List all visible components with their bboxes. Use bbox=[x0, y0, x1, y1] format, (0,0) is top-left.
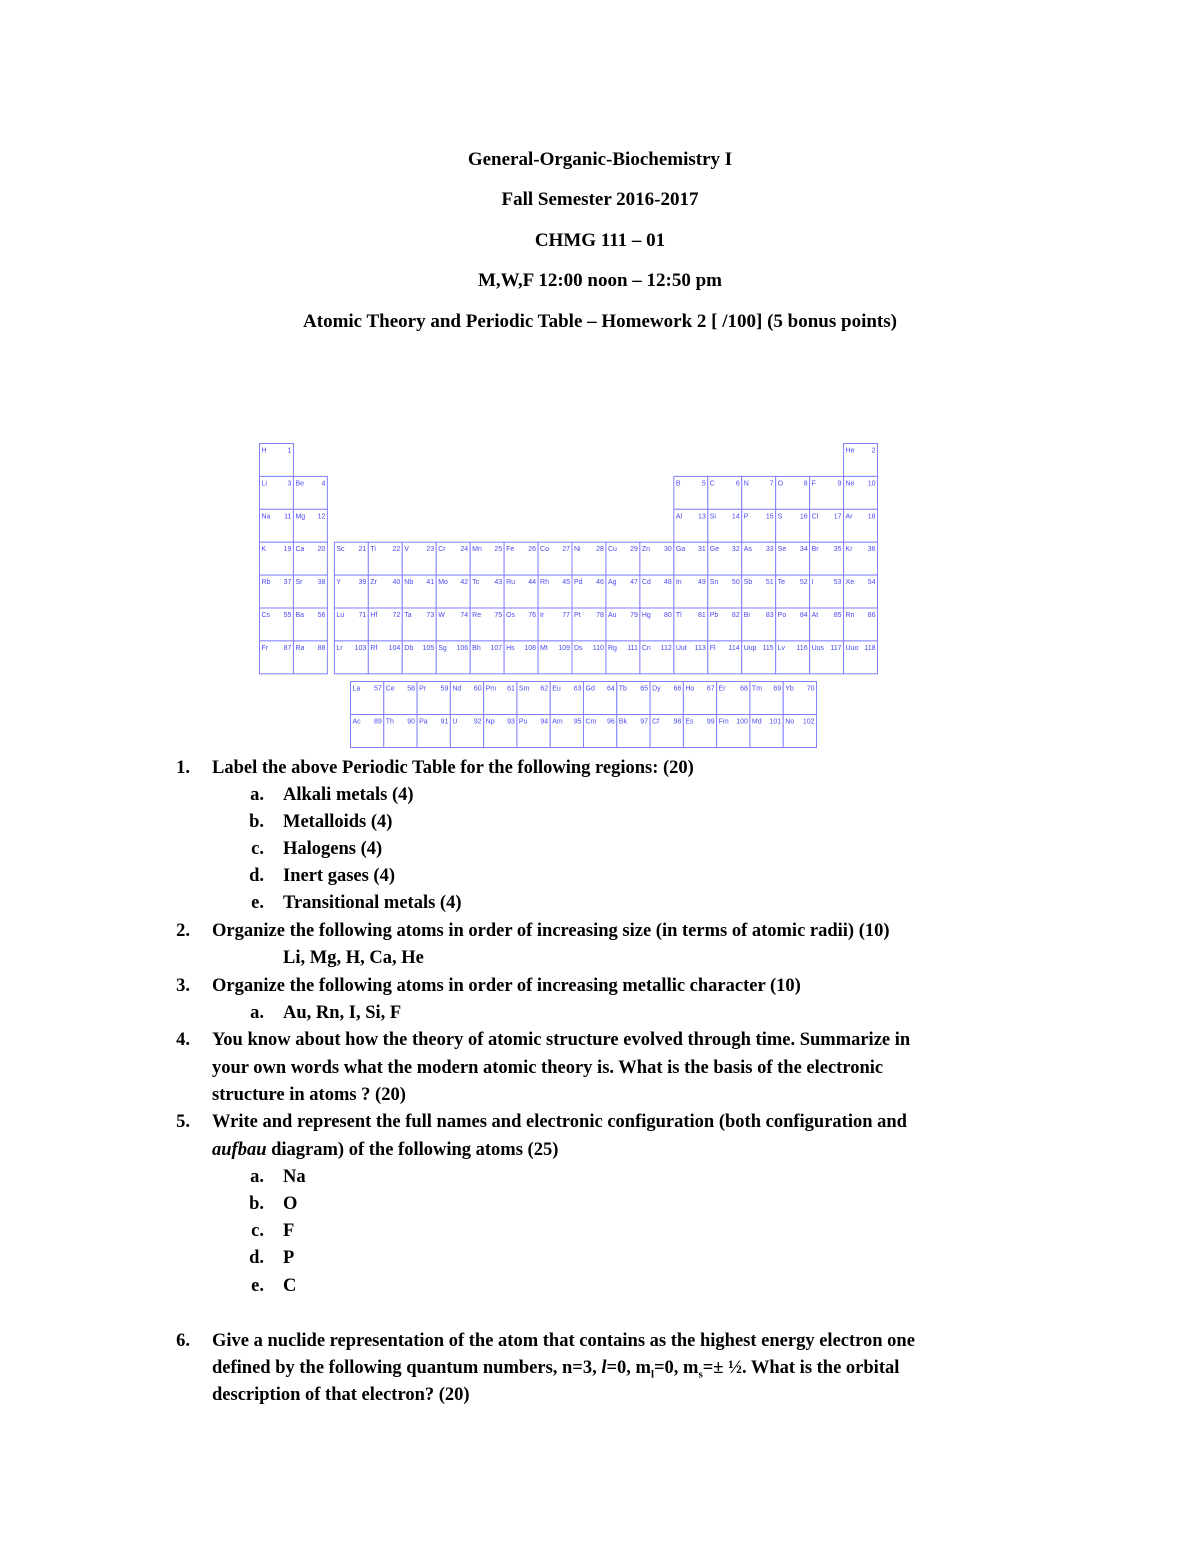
atomic-number: 13 bbox=[697, 513, 706, 521]
atomic-number: 46 bbox=[596, 579, 604, 587]
atomic-number: 76 bbox=[528, 612, 537, 619]
element-symbol: U bbox=[452, 718, 458, 726]
element-symbol: Mt bbox=[540, 644, 548, 652]
atomic-number: 11 bbox=[284, 513, 292, 521]
element-symbol: K bbox=[261, 546, 267, 554]
element-symbol: H bbox=[261, 447, 267, 455]
atomic-number: 51 bbox=[765, 579, 774, 587]
atomic-number: 6 bbox=[735, 480, 740, 488]
atomic-number: 95 bbox=[573, 718, 582, 726]
atomic-number: 29 bbox=[630, 546, 638, 554]
atomic-number: 58 bbox=[407, 685, 416, 693]
question-number: 3. bbox=[176, 976, 190, 996]
element-symbol: No bbox=[785, 718, 795, 726]
element-symbol: P bbox=[743, 513, 749, 521]
element-symbol: Rf bbox=[370, 644, 378, 652]
element-symbol: Ga bbox=[675, 546, 686, 554]
element-symbol: Hf bbox=[370, 612, 378, 619]
italic-term: aufbau bbox=[212, 1140, 267, 1160]
atomic-number: 114 bbox=[728, 644, 740, 652]
atomic-number: 3 bbox=[287, 480, 292, 488]
atomic-number: 43 bbox=[494, 579, 503, 587]
element-symbol: Cm bbox=[585, 718, 597, 726]
atomic-number: 41 bbox=[426, 579, 435, 587]
atomic-number: 23 bbox=[426, 546, 435, 554]
element-symbol: Cs bbox=[261, 612, 271, 619]
question-text: Give a nuclide representation of the atom that contains as the highest energy electron one bbox=[212, 1331, 915, 1351]
question-text: Organize the following atoms in order of increasing size (in terms of atomic radii) (10) bbox=[212, 921, 890, 941]
element-symbol: Br bbox=[811, 546, 819, 554]
atomic-number: 1 bbox=[287, 447, 292, 455]
element-symbol: Cf bbox=[652, 718, 660, 726]
element-symbol: Zr bbox=[370, 579, 377, 587]
semester: Fall Semester 2016-2017 bbox=[501, 189, 699, 211]
element-symbol: Xe bbox=[845, 579, 855, 587]
element-symbol: Cl bbox=[811, 513, 819, 521]
atomic-number: 77 bbox=[562, 612, 570, 619]
atomic-number: 94 bbox=[540, 718, 549, 726]
atomic-number: 24 bbox=[460, 546, 469, 554]
element-symbol: C bbox=[709, 480, 715, 488]
atomic-number: 66 bbox=[673, 685, 682, 693]
atomic-number: 65 bbox=[640, 685, 649, 693]
atomic-number: 32 bbox=[731, 546, 740, 554]
atomic-number: 116 bbox=[796, 644, 808, 652]
element-symbol: Pa bbox=[419, 718, 428, 726]
element-symbol: Ce bbox=[385, 685, 395, 693]
atomic-number: 40 bbox=[392, 579, 401, 587]
element-symbol: Lv bbox=[777, 644, 786, 652]
element-symbol: Kr bbox=[845, 546, 853, 554]
element-symbol: Cn bbox=[641, 644, 651, 652]
atomic-number: 44 bbox=[528, 579, 537, 587]
atomic-number: 5 bbox=[701, 480, 706, 488]
element-symbol: Li bbox=[261, 480, 267, 488]
atomic-number: 63 bbox=[573, 685, 582, 693]
atomic-number: 45 bbox=[562, 579, 570, 587]
question-text: Write and represent the full names and electronic configuration (both configuration and bbox=[212, 1112, 907, 1132]
atomic-number: 27 bbox=[562, 546, 570, 554]
atomic-number: 54 bbox=[867, 579, 876, 587]
question-number: 2. bbox=[176, 921, 190, 941]
atomic-number: 68 bbox=[740, 685, 748, 693]
atomic-number: 105 bbox=[422, 644, 435, 652]
atomic-number: 69 bbox=[773, 685, 782, 693]
atomic-number: 103 bbox=[354, 644, 367, 652]
element-symbol: Te bbox=[777, 579, 786, 587]
atomic-number: 28 bbox=[596, 546, 604, 554]
element-symbol: Ac bbox=[352, 718, 361, 726]
element-symbol: Cd bbox=[641, 579, 651, 587]
element-symbol: Pd bbox=[574, 579, 583, 587]
atomic-number: 75 bbox=[494, 612, 503, 619]
element-symbol: Bh bbox=[472, 644, 481, 652]
atomic-number: 87 bbox=[283, 644, 292, 652]
element-symbol: I bbox=[811, 579, 814, 587]
element-symbol: Se bbox=[777, 546, 787, 554]
element-symbol: Si bbox=[709, 513, 717, 521]
atomic-number: 80 bbox=[664, 612, 672, 619]
atomic-number: 91 bbox=[440, 718, 449, 726]
atomic-number: 34 bbox=[799, 546, 808, 554]
atomic-number: 33 bbox=[765, 546, 774, 554]
atomic-number: 67 bbox=[706, 685, 715, 693]
atomic-number: 97 bbox=[640, 718, 649, 726]
element-symbol: Ta bbox=[404, 612, 412, 619]
element-symbol: Na bbox=[261, 513, 271, 521]
atomic-number: 109 bbox=[558, 644, 570, 652]
element-symbol: Ne bbox=[845, 480, 855, 488]
element-symbol: Be bbox=[295, 480, 305, 488]
atomic-number: 31 bbox=[697, 546, 706, 554]
atomic-number: 81 bbox=[697, 612, 706, 619]
element-symbol: Po bbox=[777, 612, 787, 619]
element-symbol: Yb bbox=[785, 685, 794, 693]
atomic-number: 61 bbox=[507, 685, 515, 693]
atomic-number: 93 bbox=[507, 718, 515, 726]
element-symbol: N bbox=[743, 480, 749, 488]
atomic-number: 25 bbox=[494, 546, 503, 554]
question-number: 4. bbox=[176, 1030, 190, 1050]
atomic-number: 110 bbox=[592, 644, 604, 652]
element-symbol: F bbox=[811, 480, 816, 488]
atomic-number: 100 bbox=[736, 718, 748, 726]
element-symbol: Rb bbox=[261, 579, 271, 587]
atomic-number: 92 bbox=[473, 718, 482, 726]
element-symbol: Pm bbox=[485, 685, 497, 693]
element-symbol: Rg bbox=[607, 644, 617, 652]
element-symbol: Ds bbox=[574, 644, 583, 652]
element-symbol: Er bbox=[718, 685, 726, 693]
element-symbol: Uus bbox=[811, 644, 825, 652]
element-symbol: Hg bbox=[641, 612, 651, 619]
atomic-number: 70 bbox=[806, 685, 815, 693]
atomic-number: 60 bbox=[473, 685, 482, 693]
atomic-number: 50 bbox=[731, 579, 740, 587]
schedule: M,W,F 12:00 noon – 12:50 pm bbox=[477, 270, 723, 292]
atomic-number: 62 bbox=[540, 685, 549, 693]
element-symbol: Es bbox=[685, 718, 694, 726]
element-symbol: Nb bbox=[404, 579, 414, 587]
element-symbol: Nd bbox=[452, 685, 462, 693]
element-symbol: S bbox=[777, 513, 783, 521]
atomic-number: 78 bbox=[596, 612, 604, 619]
element-symbol: Tc bbox=[472, 579, 480, 587]
atomic-number: 48 bbox=[664, 579, 672, 587]
atomic-number: 42 bbox=[460, 579, 469, 587]
element-symbol: Ag bbox=[607, 579, 617, 587]
atomic-number: 106 bbox=[456, 644, 469, 652]
element-symbol: Sn bbox=[709, 579, 719, 587]
atomic-number: 102 bbox=[802, 718, 815, 726]
atomic-number: 99 bbox=[706, 718, 715, 726]
atomic-number: 14 bbox=[731, 513, 740, 521]
course-code: CHMG 111 – 01 bbox=[534, 229, 666, 251]
element-symbol: Al bbox=[675, 513, 683, 521]
atomic-number: 90 bbox=[407, 718, 416, 726]
element-symbol: La bbox=[352, 685, 361, 693]
atomic-number: 16 bbox=[799, 513, 808, 521]
assignment-title: Atomic Theory and Periodic Table – Homework 2 [ /100] (5 bonus points) bbox=[303, 310, 897, 332]
element-symbol: Ir bbox=[540, 612, 545, 619]
atomic-number: 35 bbox=[833, 546, 842, 554]
element-symbol: Cr bbox=[438, 546, 446, 554]
element-symbol: He bbox=[845, 447, 855, 455]
question-number: 6. bbox=[176, 1331, 190, 1351]
element-symbol: Bk bbox=[618, 718, 627, 726]
atomic-number: 111 bbox=[627, 644, 638, 652]
atomic-number: 98 bbox=[673, 718, 682, 726]
question-text: Label the above Periodic Table for the following regions: (20) bbox=[212, 758, 694, 778]
element-symbol: Pb bbox=[709, 612, 719, 619]
atomic-number: 86 bbox=[867, 612, 876, 619]
atomic-number: 118 bbox=[864, 644, 876, 652]
element-symbol: Gd bbox=[585, 685, 595, 693]
element-symbol: Co bbox=[540, 546, 550, 554]
atomic-number: 89 bbox=[373, 718, 382, 726]
question-number: 1. bbox=[176, 758, 190, 778]
element-symbol: Pr bbox=[419, 685, 427, 693]
element-symbol: B bbox=[675, 480, 681, 488]
element-symbol: Zn bbox=[641, 546, 651, 554]
atomic-number: 96 bbox=[606, 718, 615, 726]
element-symbol: Os bbox=[506, 612, 516, 619]
element-symbol: Tm bbox=[751, 685, 763, 693]
element-symbol: Re bbox=[472, 612, 482, 619]
element-symbol: Y bbox=[336, 579, 342, 587]
atomic-number: 37 bbox=[283, 579, 292, 587]
element-symbol: Uuo bbox=[845, 644, 859, 652]
atomic-number: 4 bbox=[321, 480, 326, 488]
element-symbol: Ho bbox=[685, 685, 695, 693]
element-symbol: Fl bbox=[709, 644, 716, 652]
atomic-number: 64 bbox=[606, 685, 615, 693]
atomic-number: 104 bbox=[388, 644, 401, 652]
element-symbol: Ca bbox=[295, 546, 305, 554]
element-symbol: Sc bbox=[336, 546, 345, 554]
element-symbol: Rn bbox=[845, 612, 855, 619]
element-symbol: Lr bbox=[336, 644, 343, 652]
element-symbol: Uup bbox=[743, 644, 757, 652]
atomic-number: 12 bbox=[317, 513, 326, 521]
atomic-number: 7 bbox=[769, 480, 774, 488]
question-text: You know about how the theory of atomic structure evolved through time. Summarize in bbox=[212, 1030, 911, 1050]
element-symbol: Bi bbox=[743, 612, 750, 619]
element-symbol: Lu bbox=[336, 612, 345, 619]
element-symbol: O bbox=[777, 480, 784, 488]
atomic-number: 10 bbox=[867, 480, 876, 488]
atomic-number: 52 bbox=[799, 579, 808, 587]
element-symbol: Ru bbox=[506, 579, 516, 587]
atomic-number: 36 bbox=[867, 546, 876, 554]
element-symbol: W bbox=[438, 612, 445, 619]
atomic-number: 47 bbox=[630, 579, 638, 587]
element-symbol: Md bbox=[751, 718, 762, 726]
atomic-number: 71 bbox=[358, 612, 367, 619]
atomic-number: 84 bbox=[799, 612, 808, 619]
atomic-number: 74 bbox=[460, 612, 469, 619]
atomic-number: 21 bbox=[358, 546, 367, 554]
element-symbol: Mo bbox=[438, 579, 448, 587]
element-symbol: Sm bbox=[518, 685, 530, 693]
element-symbol: Eu bbox=[552, 685, 561, 693]
atomic-number: 101 bbox=[769, 718, 782, 726]
element-symbol: Rh bbox=[540, 579, 550, 587]
atomic-number: 85 bbox=[833, 612, 842, 619]
atomic-number: 115 bbox=[762, 644, 774, 652]
atomic-number: 30 bbox=[664, 546, 672, 554]
atomic-number: 108 bbox=[524, 644, 537, 652]
atomic-number: 73 bbox=[426, 612, 435, 619]
element-symbol: Db bbox=[404, 644, 414, 652]
atomic-number: 39 bbox=[358, 579, 367, 587]
element-symbol: Np bbox=[485, 718, 495, 726]
atomic-number: 53 bbox=[833, 579, 842, 587]
atomic-number: 83 bbox=[765, 612, 774, 619]
element-symbol: Ti bbox=[370, 546, 376, 554]
atomic-number: 22 bbox=[392, 546, 401, 554]
atomic-number: 107 bbox=[490, 644, 503, 652]
atomic-number: 18 bbox=[867, 513, 876, 521]
element-symbol: Pu bbox=[518, 718, 528, 726]
element-symbol: Fe bbox=[506, 546, 515, 554]
atomic-number: 57 bbox=[373, 685, 382, 693]
atomic-number: 82 bbox=[731, 612, 740, 619]
course-title: General-Organic-Biochemistry I bbox=[467, 149, 733, 170]
atomic-number: 117 bbox=[830, 644, 842, 652]
element-symbol: Sg bbox=[438, 644, 447, 652]
element-symbol: Mn bbox=[472, 546, 482, 554]
element-symbol: Sr bbox=[295, 579, 303, 587]
questions: 1. Label the above Periodic Table for the following regions: (20) a. Alkali metals (4) b. Metalloids (4) c. Halogens (4) d. Inert gases (4) e. Transitional metals (4) 2. Organize the following atoms in order of increasing size (in terms of atomic radii) (10) Li, Mg, H, Ca, He 3. Organize the following atoms in order of increasing metallic character (10) a. Au, Rn, I, Si, F 4. You know about how the theory of atomic structure evolved through time. Summarize in your own words what the modern atomic theory is. What is the basis of the electronic structure in atoms ? (20) 5. Write and represent the full names and electronic configuration (both configuration and aufbau diagram) of the following atoms (25) a. Na b. O c. F d. P e. C 6. Give a nuclide representation of the atom that contains as the highest energy electron one defined by the following quantum numbers, n=3, l=0, $m_l=0$, $m_s=\pm$ ½. What is the orbital description of that electron? (20) bbox=[0, 0, 1200, 1553]
atomic-number: 15 bbox=[765, 513, 774, 521]
element-symbol: Tl bbox=[675, 612, 682, 619]
atomic-number: 9 bbox=[837, 480, 842, 488]
question-number: 5. bbox=[176, 1112, 190, 1132]
element-symbol: Uut bbox=[675, 644, 687, 652]
element-symbol: Fm bbox=[718, 718, 729, 726]
atomic-number: 113 bbox=[694, 644, 706, 652]
atomic-number: 79 bbox=[630, 612, 638, 619]
element-symbol: Ni bbox=[574, 546, 581, 554]
element-symbol: Ra bbox=[295, 644, 305, 652]
element-symbol: Ar bbox=[845, 513, 853, 521]
atomic-number: 8 bbox=[803, 480, 808, 488]
atomic-number: 55 bbox=[283, 612, 292, 619]
element-symbol: Dy bbox=[652, 685, 661, 693]
element-symbol: Th bbox=[385, 718, 394, 726]
atomic-number: 56 bbox=[317, 612, 326, 619]
atomic-number: 17 bbox=[833, 513, 842, 521]
atomic-number: 59 bbox=[440, 685, 449, 693]
atomic-number: 38 bbox=[317, 579, 326, 587]
element-symbol: Sb bbox=[743, 579, 753, 587]
atomic-number: 20 bbox=[317, 546, 326, 554]
element-symbol: Pt bbox=[574, 612, 581, 619]
element-symbol: Tb bbox=[618, 685, 627, 693]
element-symbol: Ba bbox=[295, 612, 305, 619]
element-symbol: In bbox=[675, 579, 682, 587]
atomic-number: 49 bbox=[697, 579, 706, 587]
element-symbol: As bbox=[743, 546, 752, 554]
element-symbol: Mg bbox=[295, 513, 306, 521]
element-symbol: Am bbox=[552, 718, 563, 726]
atomic-number: 88 bbox=[317, 644, 326, 652]
element-symbol: At bbox=[811, 612, 819, 619]
atomic-number: 2 bbox=[871, 447, 876, 455]
element-symbol: Fr bbox=[261, 644, 269, 652]
element-symbol: Hs bbox=[506, 644, 515, 652]
element-symbol: Ge bbox=[709, 546, 720, 554]
question-text: Organize the following atoms in order of increasing metallic character (10) bbox=[212, 976, 801, 996]
element-symbol: Au bbox=[607, 612, 617, 619]
atomic-number: 19 bbox=[283, 546, 292, 554]
atomic-number: 112 bbox=[660, 644, 672, 652]
atomic-number: 26 bbox=[528, 546, 537, 554]
atomic-number: 72 bbox=[392, 612, 401, 619]
element-symbol: V bbox=[404, 546, 409, 554]
element-symbol: Cu bbox=[607, 546, 617, 554]
